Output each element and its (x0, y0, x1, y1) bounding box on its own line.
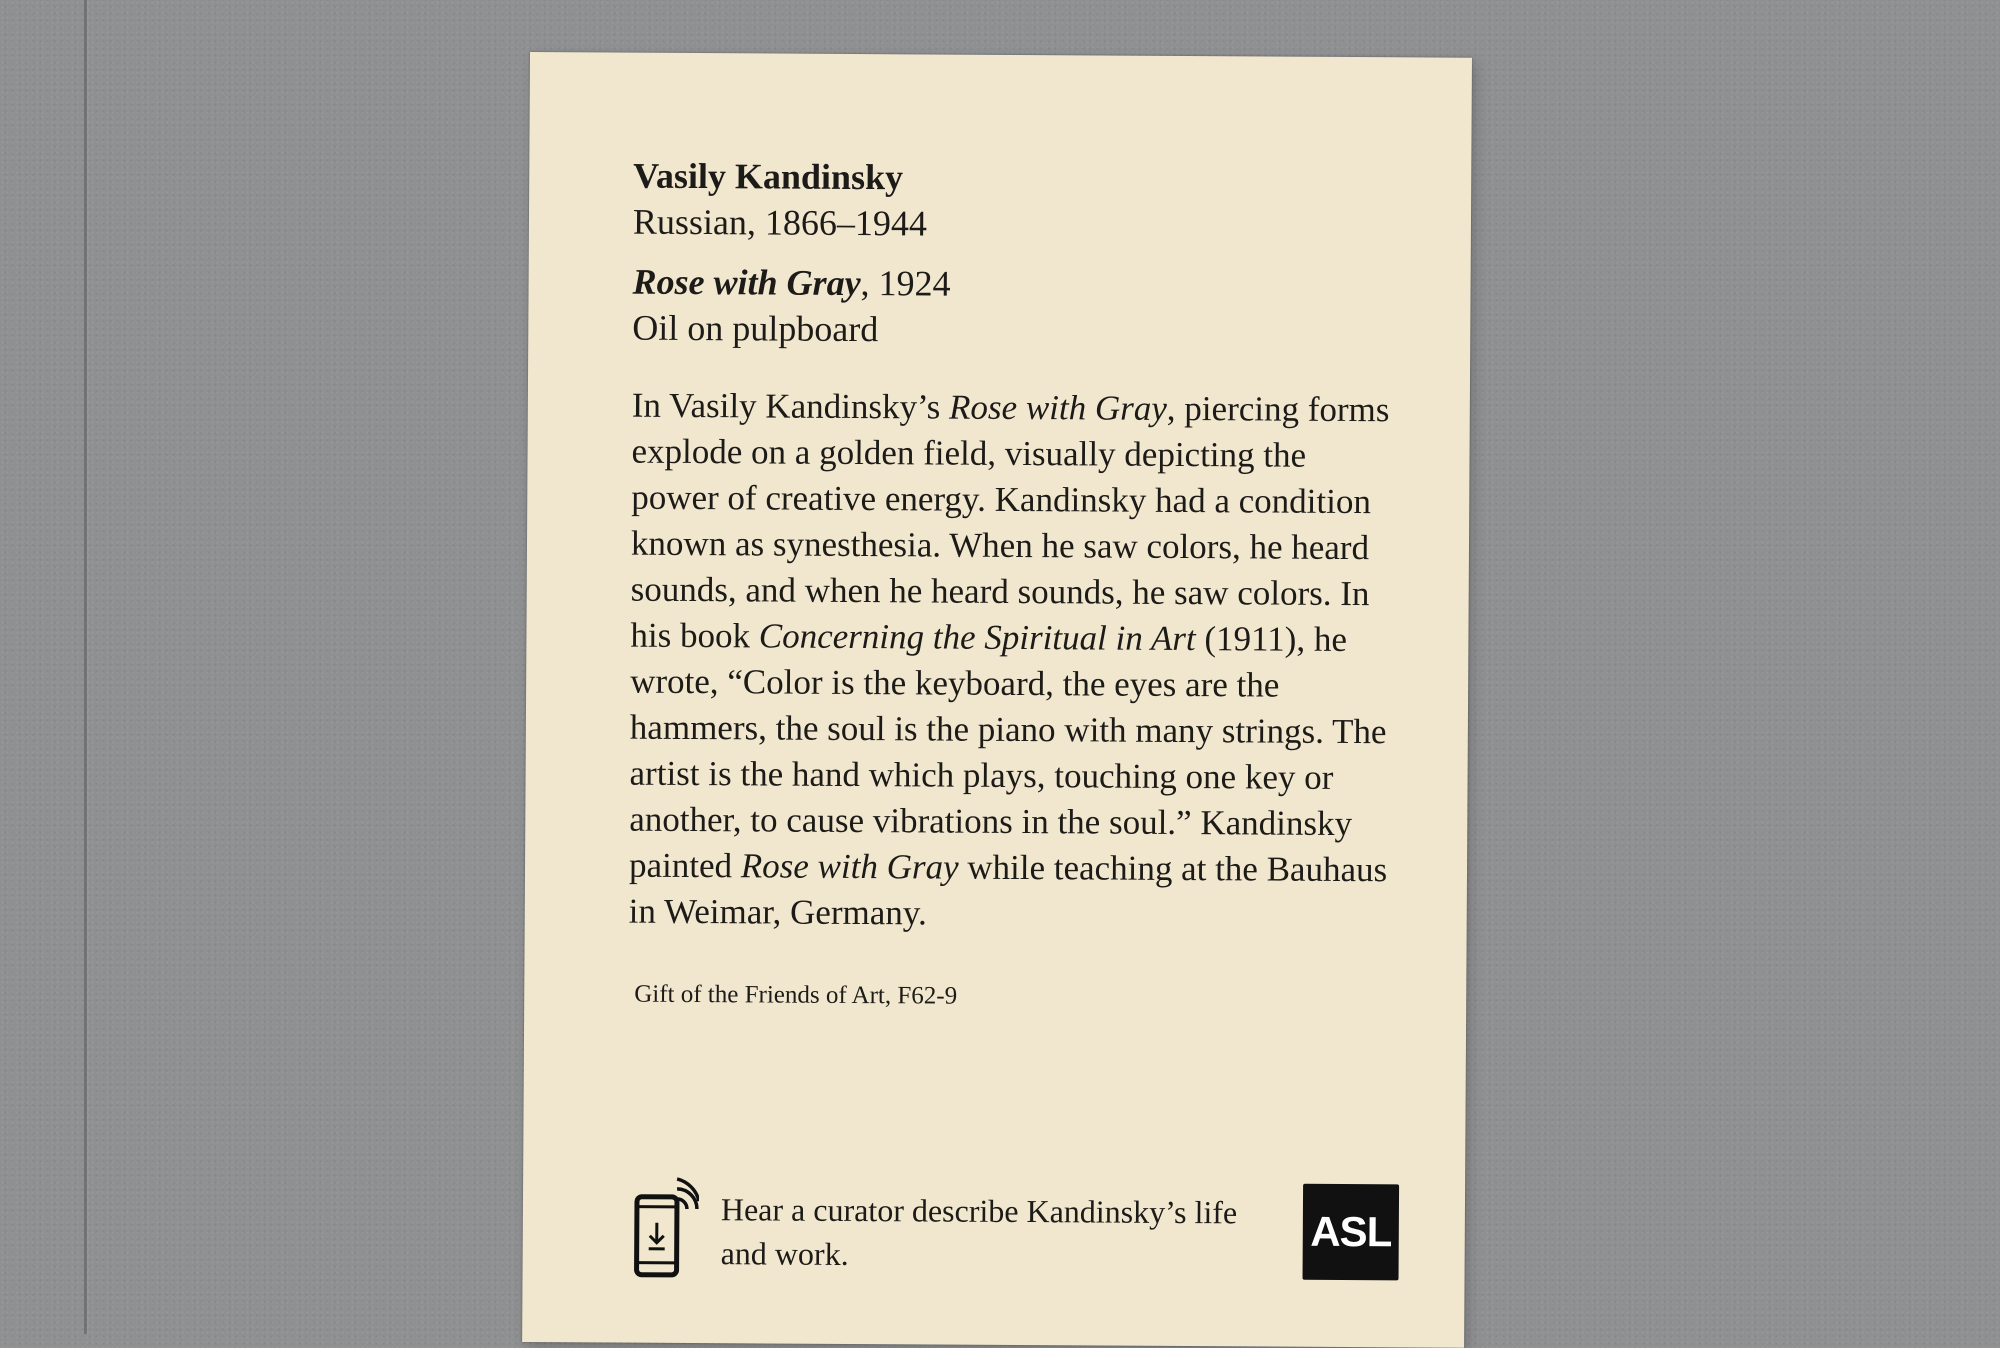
artwork-title-line (632, 259, 1392, 310)
audio-guide-prompt: Hear a curator describe Kandinsky’s life and work. (721, 1187, 1282, 1278)
artist-nationality-dates: Russian, 1866–1944 (633, 199, 1393, 250)
description-run: , piercing forms explode on a golden field, visually depicting the power of creative energy. Kandinsky had a condition known as synesthesia. When he saw colors, he heard sounds, and when he heard sounds, he saw colors. In his book (630, 389, 1389, 656)
audio-guide-row (632, 1177, 1423, 1292)
artwork-year: , 1924 (861, 263, 951, 304)
artwork-title: Rose with Gray (632, 262, 860, 303)
artist-name: Vasily Kandinsky (633, 153, 1393, 204)
credit-line: Gift of the Friends of Art, F62-9 (634, 979, 1388, 1016)
description-italic-run: Concerning the Spiritual in Art (759, 616, 1196, 658)
label-content (628, 153, 1393, 1016)
phone-download-audio-icon (633, 1177, 700, 1279)
wall-seam (84, 0, 87, 1334)
description-run: while teaching at the Bauhaus in Weimar, Germany. (629, 848, 1388, 933)
description-italic-run: Rose with Gray (949, 388, 1167, 428)
museum-wall-label (522, 52, 1472, 1348)
description-run: In Vasily Kandinsky’s (632, 386, 950, 427)
description-italic-run: Rose with Gray (741, 846, 959, 886)
artwork-description (629, 383, 1392, 940)
asl-badge: ASL (1303, 1184, 1400, 1281)
artwork-medium: Oil on pulpboard (632, 305, 1392, 356)
description-run: (1911), he wrote, “Color is the keyboard, the eyes are the hammers, the soul is the piano with many strings. The artist is the hand which plays, touching one key or another, to cause vibrations in the soul.” Kandinsky painted (629, 619, 1387, 885)
